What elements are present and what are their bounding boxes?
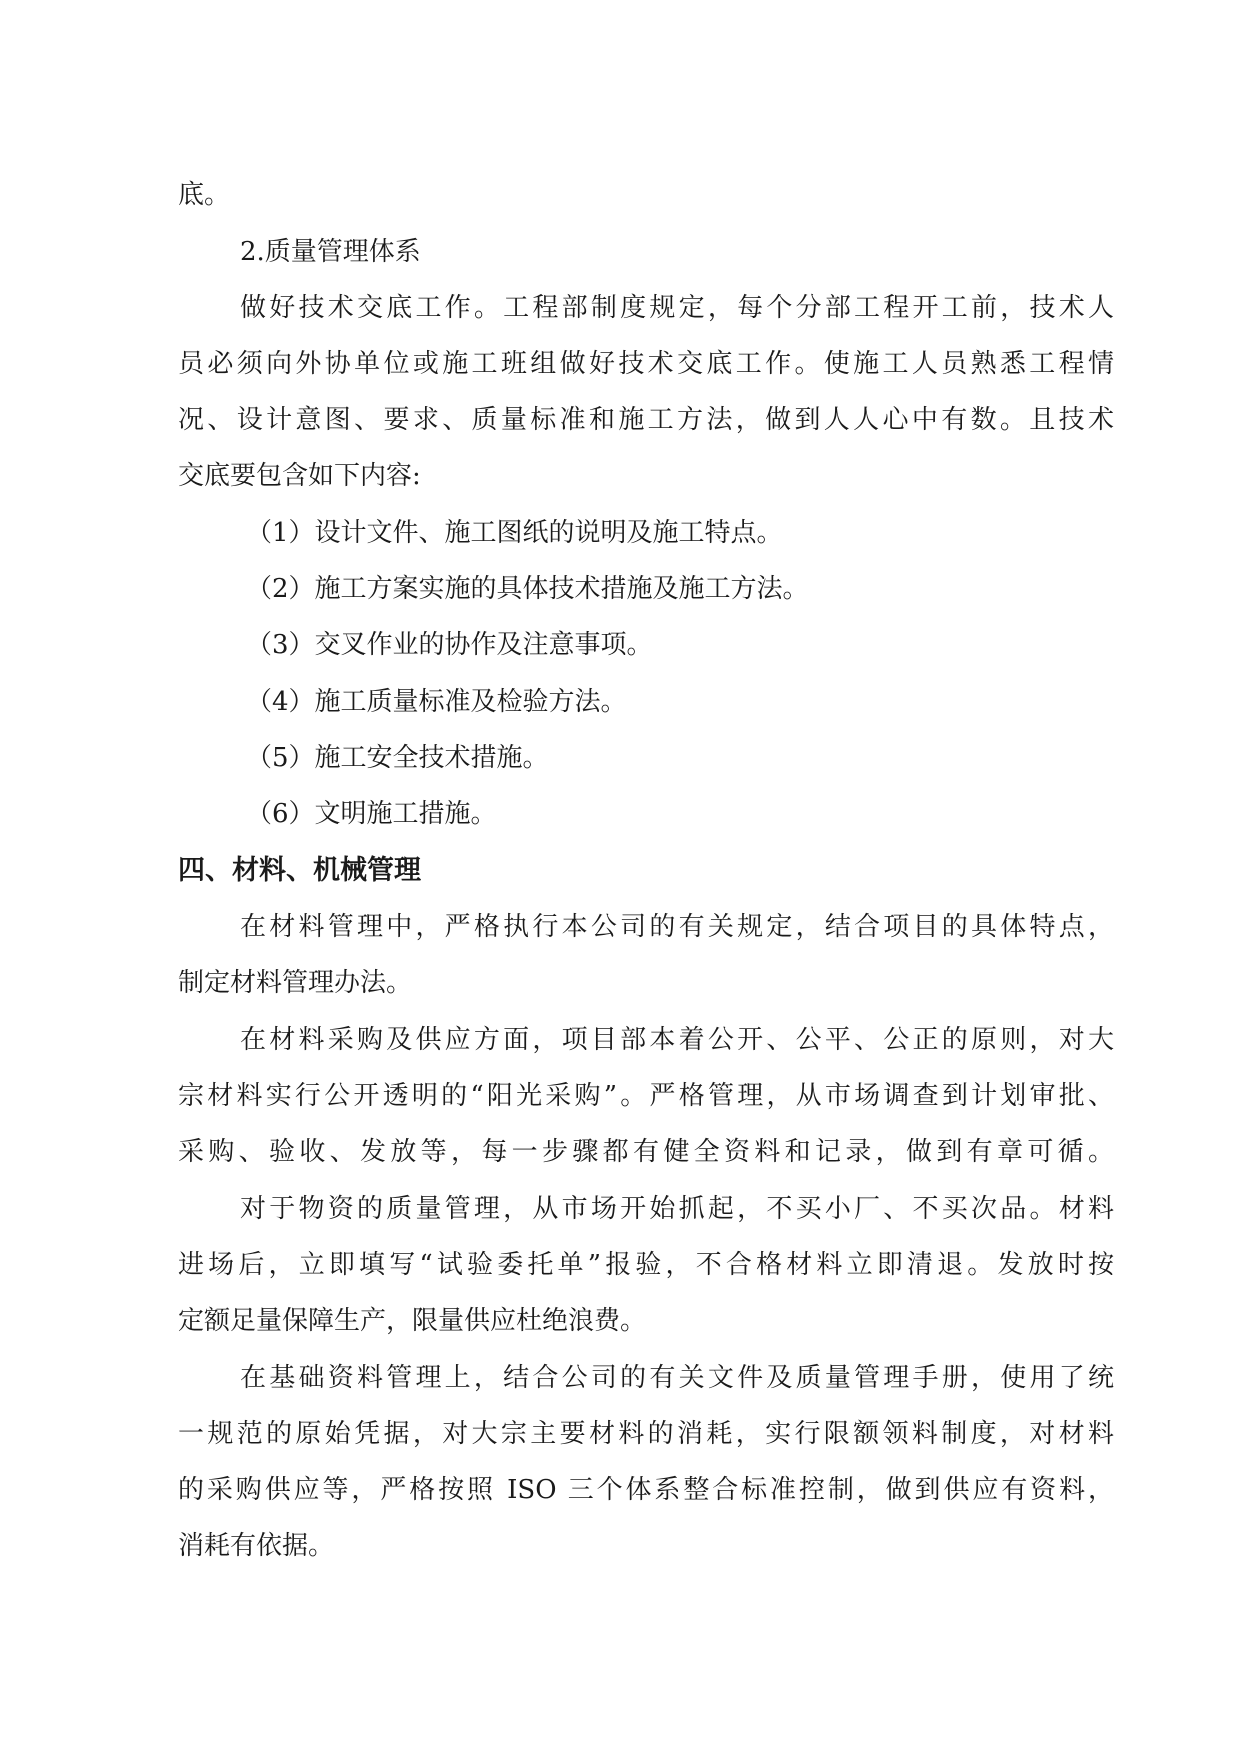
paragraph-line: 做好技术交底工作。工程部制度规定，每个分部工程开工前，技术人	[240, 293, 1114, 323]
list-item: （3）交叉作业的协作及注意事项。	[246, 630, 653, 660]
paragraph-line: 定额足量保障生产，限量供应杜绝浪费。	[178, 1306, 647, 1336]
subheading-quality-system: 2.质量管理体系	[240, 237, 421, 267]
paragraph-line: 员必须向外协单位或施工班组做好技术交底工作。使施工人员熟悉工程情	[178, 349, 1114, 379]
list-item: （6）文明施工措施。	[246, 799, 497, 829]
paragraph-line: 宗材料实行公开透明的“阳光采购”。严格管理，从市场调查到计划审批、	[178, 1081, 1114, 1111]
paragraph-line: 在材料采购及供应方面，项目部本着公开、公平、公正的原则，对大	[240, 1025, 1114, 1055]
paragraph-line: 一规范的原始凭据，对大宗主要材料的消耗，实行限额领料制度，对材料	[178, 1419, 1114, 1449]
list-item: （1）设计文件、施工图纸的说明及施工特点。	[246, 518, 783, 548]
paragraph-line: 消耗有依据。	[178, 1531, 335, 1561]
list-item: （2）施工方案实施的具体技术措施及施工方法。	[246, 574, 809, 604]
paragraph-line: 在材料管理中，严格执行本公司的有关规定，结合项目的具体特点，	[240, 912, 1114, 942]
paragraph-line: 在基础资料管理上，结合公司的有关文件及质量管理手册，使用了统	[240, 1363, 1114, 1393]
list-item: （5）施工安全技术措施。	[246, 743, 549, 773]
paragraph-line: 的采购供应等，严格按照 ISO 三个体系整合标准控制，做到供应有资料，	[178, 1475, 1114, 1505]
paragraph-line: 制定材料管理办法。	[178, 968, 413, 998]
paragraph-line: 况、设计意图、要求、质量标准和施工方法，做到人人心中有数。且技术	[178, 405, 1114, 435]
list-item: （4）施工质量标准及检验方法。	[246, 687, 627, 717]
paragraph-line: 对于物资的质量管理，从市场开始抓起，不买小厂、不买次品。材料	[240, 1194, 1114, 1224]
section-heading: 四、材料、机械管理	[178, 855, 421, 886]
paragraph-line: 采购、验收、发放等，每一步骤都有健全资料和记录，做到有章可循。	[178, 1137, 1114, 1167]
paragraph-line: 进场后，立即填写“试验委托单”报验，不合格材料立即清退。发放时按	[178, 1250, 1114, 1280]
continuation-line: 底。	[178, 180, 231, 210]
paragraph-line: 交底要包含如下内容:	[178, 461, 421, 491]
